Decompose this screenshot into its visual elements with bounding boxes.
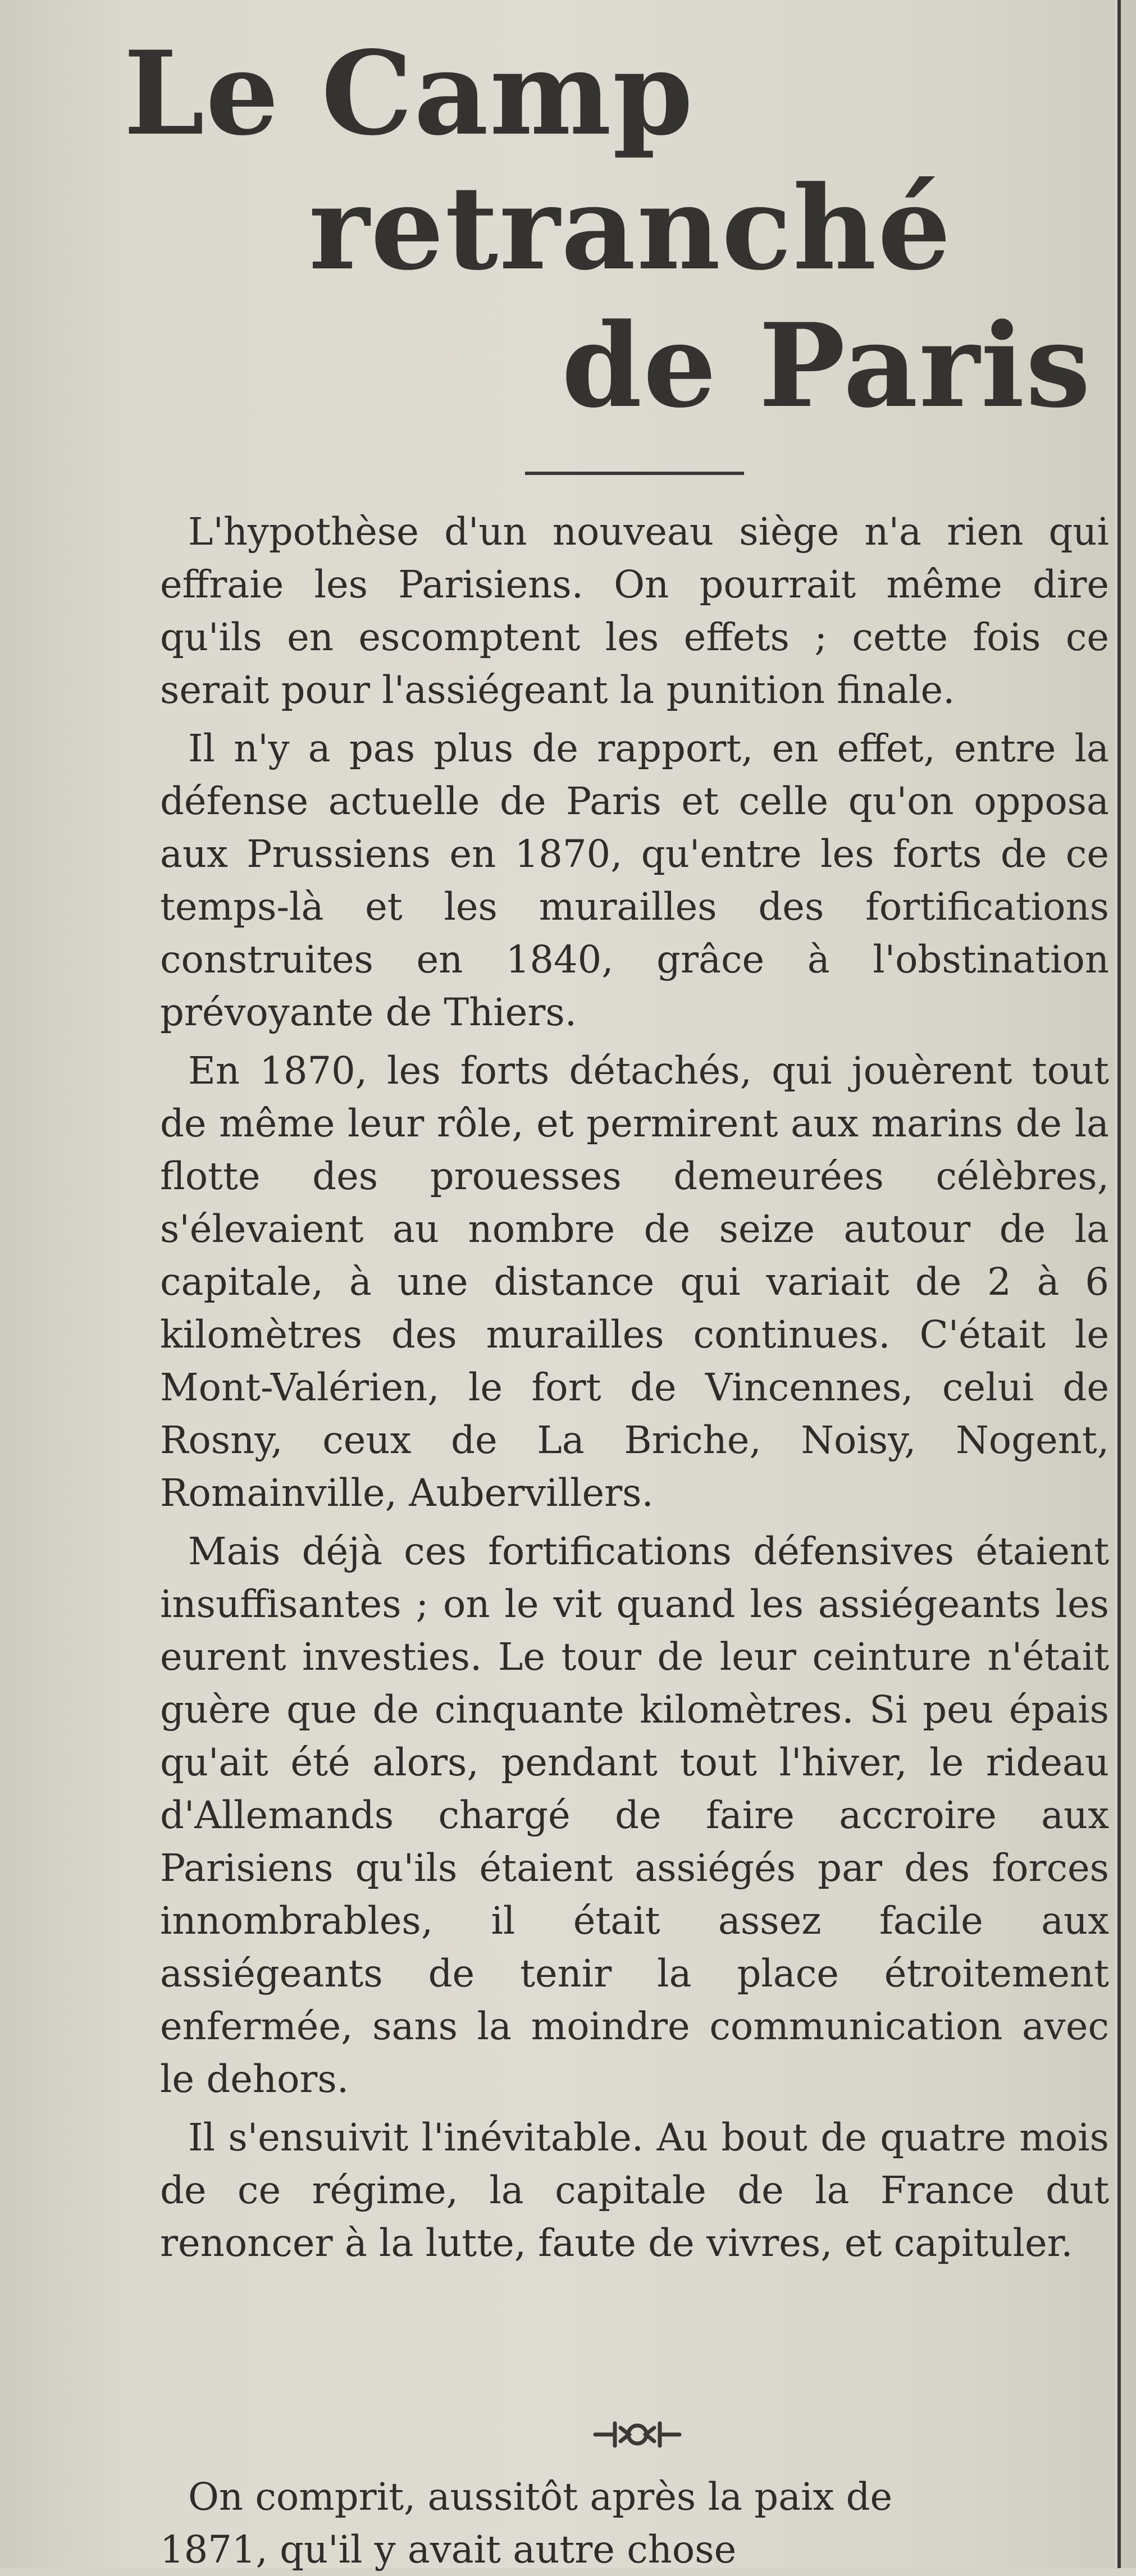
paragraph-4: Mais déjà ces fortifications défensives étaient insuffisantes ; on le vit quand les assiégeants les eurent investies. Le tour de leur ceinture n'était guère que de cinquante kilomètres. Si peu épais qu'ait été alors, pendant tout l'hiver, le rideau d'Allemands chargé de faire accroire aux Parisiens qu'ils étaient assiégés par des forces innombrables, il était assez facile aux assiégeants de tenir la place étroitement enfermée, sans la moindre communication avec le dehors. xyxy=(160,1529,1109,2101)
title-line-2: retranché xyxy=(309,161,952,296)
paragraph-2: Il n'y a pas plus de rapport, en effet, entre la défense actuelle de Paris et celle qu'on opposa aux Prussiens en 1870, qu'entre les forts de ce temps-là et les murailles des fortifications construites en 1840, grâce à l'obstination prévoyante de Thiers. xyxy=(160,727,1109,1034)
title-divider xyxy=(525,472,744,475)
next-column-edge xyxy=(1121,0,1136,2568)
article-body xyxy=(160,505,1109,2269)
continued-text xyxy=(160,2470,1109,2576)
tail-line-2: 1871, qu'il y avait autre chose xyxy=(160,2528,737,2572)
tail-line-1: On comprit, aussitôt après la paix de xyxy=(188,2475,893,2519)
paragraph-3: En 1870, les forts détachés, qui jouèrent tout de même leur rôle, et permirent aux marins de la flotte des prouesses demeurées célèbres, s'élevaient au nombre de seize autour de la capitale, à une distance qui variait de 2 à 6 kilomètres des murailles continues. C'était le Mont-Valérien, le fort de Vincennes, celui de Rosny, ceux de La Briche, Noisy, Nogent, Romainville, Aubervillers. xyxy=(160,1049,1109,1515)
title-line-3: de Paris xyxy=(562,299,1092,433)
paragraph-5: Il s'ensuivit l'inévitable. Au bout de quatre mois de ce régime, la capitale de la France dut renoncer à la lutte, faute de vivres, et capituler. xyxy=(160,2116,1109,2265)
title-line-1: Le Camp xyxy=(124,26,695,161)
paragraph-1: L'hypothèse d'un nouveau siège n'a rien qui effraie les Parisiens. On pourrait même dire qu'ils en escomptent les effets ; cette fois ce serait pour l'assiégeant la punition finale. xyxy=(160,510,1109,712)
fleuron-ornament-icon xyxy=(590,2418,685,2451)
